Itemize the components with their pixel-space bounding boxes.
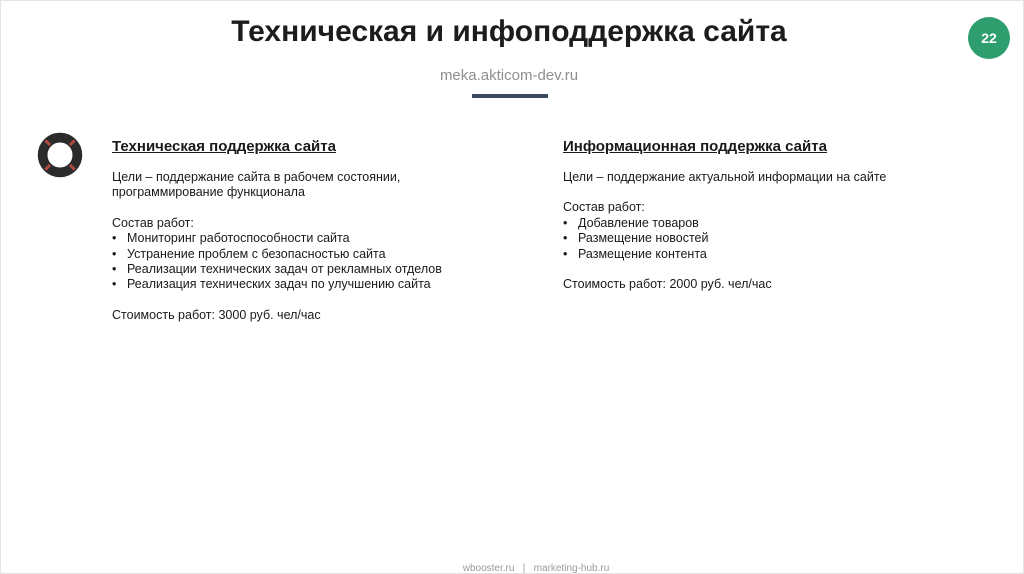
info-support-works <box>563 200 893 262</box>
page-number-badge <box>968 17 1010 59</box>
list-item: • Добавление товаров <box>563 216 893 231</box>
accent-divider <box>472 94 548 98</box>
tech-support-cost: Стоимость работ: 3000 руб. чел/час <box>112 307 321 322</box>
tech-support-column <box>112 138 442 323</box>
info-support-column <box>563 138 893 292</box>
info-support-cost: Стоимость работ: 2000 руб. чел/час <box>563 277 772 292</box>
site-domain: meka.akticom-dev.ru <box>439 67 579 84</box>
tech-support-goals: Цели – поддержание сайта в рабочем состоянии, программирование функционала <box>112 170 401 200</box>
list-item: • Размещение контента <box>563 247 893 262</box>
info-support-works-list <box>563 216 893 262</box>
info-support-goals: Цели – поддержание актуальной информации на сайте <box>563 170 887 184</box>
footer-text: wbooster.ru | marketing-hub.ru <box>462 563 610 574</box>
page-number: 22 <box>981 30 997 46</box>
slide-title: Техническая и инфоподдержка сайта <box>231 15 787 48</box>
tech-support-works-label: Состав работ: <box>112 215 194 230</box>
footer-links <box>1 563 1024 574</box>
list-item: • Устранение проблем с безопасностью сайта <box>112 247 442 262</box>
list-item: • Реализация технических задач по улучшению сайта <box>112 277 442 292</box>
tech-support-heading: Техническая поддержка сайта <box>112 138 336 155</box>
list-item: • Размещение новостей <box>563 231 893 246</box>
info-support-heading: Информационная поддержка сайта <box>563 138 827 155</box>
list-item: • Реализации технических задач от рекламных отделов <box>112 262 442 277</box>
info-support-works-label: Состав работ: <box>563 200 645 215</box>
tech-support-works-list <box>112 231 442 293</box>
list-item: • Мониторинг работоспособности сайта <box>112 231 442 246</box>
lifebuoy-icon <box>37 132 83 178</box>
tech-support-works <box>112 216 442 293</box>
